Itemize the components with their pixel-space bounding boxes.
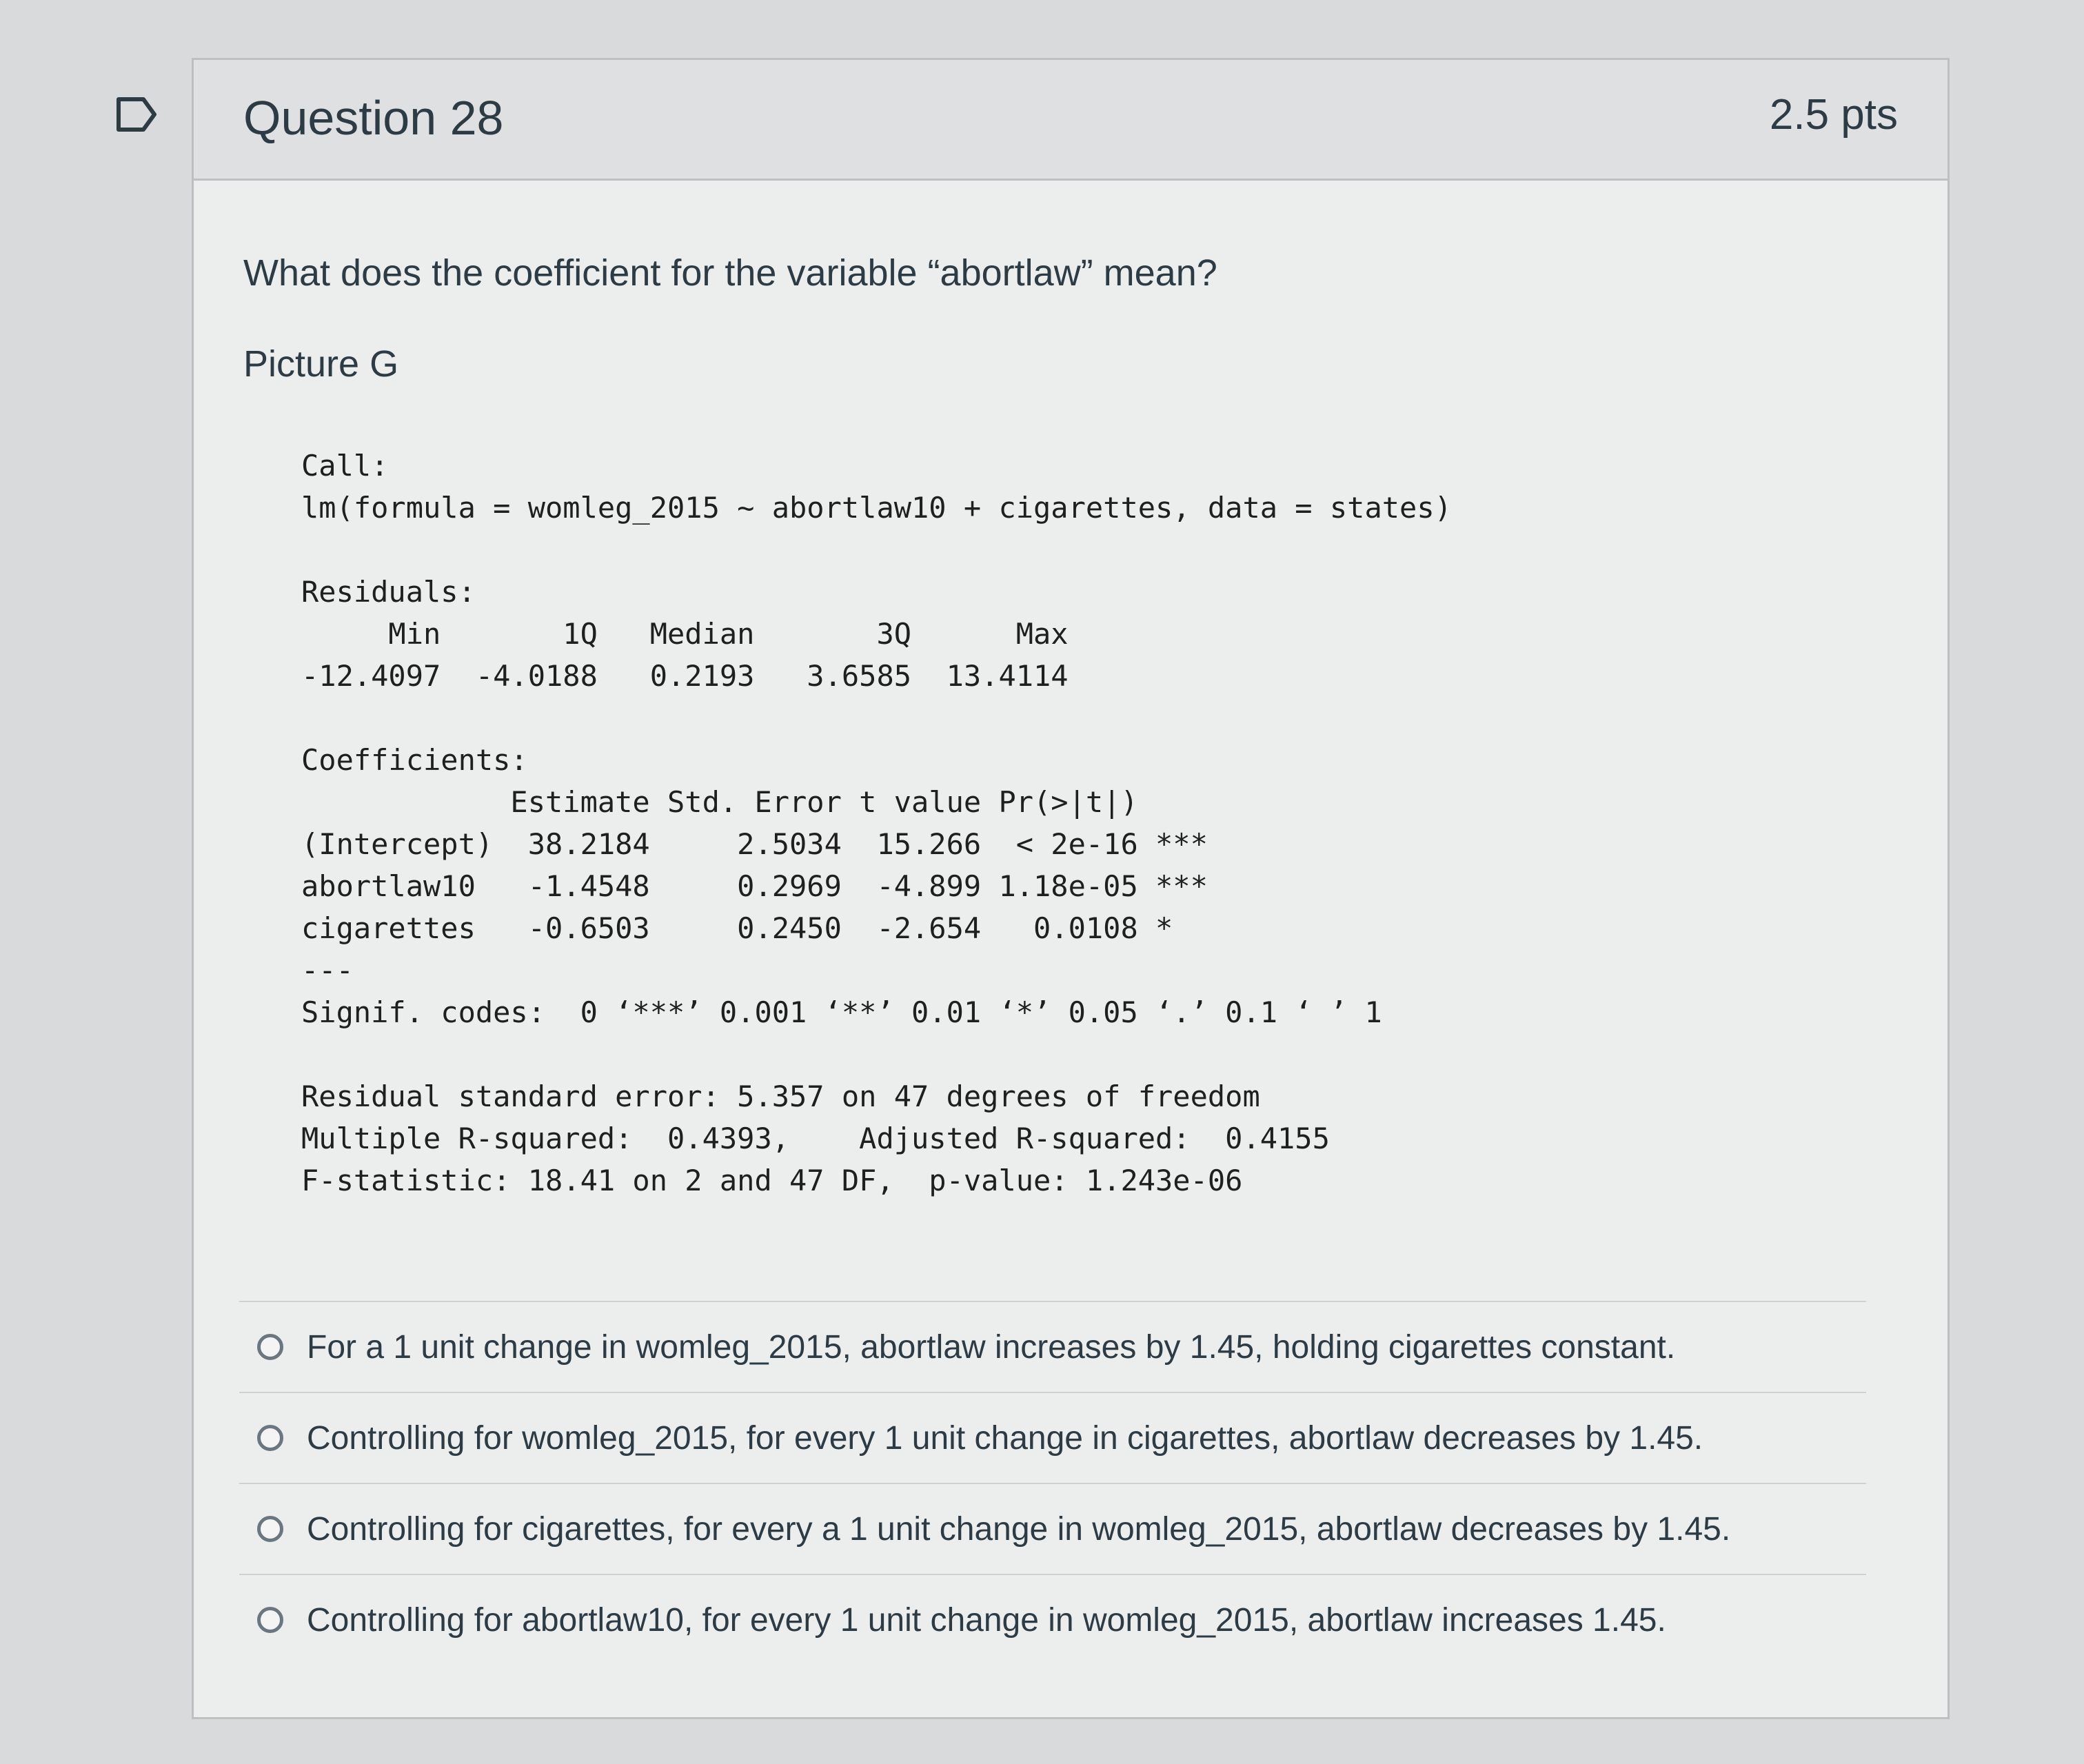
picture-label: Picture G — [243, 343, 399, 385]
output-line: Signif. codes: 0 ‘***’ 0.001 ‘**’ 0.01 ‘*’ 0.05 ‘.’ 0.1 ‘ ’ 1 — [301, 995, 1382, 1029]
output-line: Multiple R-squared: 0.4393, Adjusted R-squared: 0.4155 — [301, 1122, 1330, 1155]
output-blank-line — [301, 529, 1452, 571]
radio-button[interactable] — [257, 1516, 283, 1542]
answer-label[interactable]: Controlling for womleg_2015, for every 1 unit change in cigarettes, abortlaw decreases by 1.45. — [307, 1419, 1703, 1457]
answer-label[interactable]: For a 1 unit change in womleg_2015, abortlaw increases by 1.45, holding cigarettes constant. — [307, 1328, 1676, 1366]
answer-option[interactable] — [239, 1301, 1866, 1392]
answer-option[interactable] — [239, 1574, 1866, 1665]
output-line: -12.4097 -4.0188 0.2193 3.6585 13.4114 — [301, 659, 1069, 693]
radio-button[interactable] — [257, 1607, 283, 1633]
answer-label[interactable]: Controlling for abortlaw10, for every 1 unit change in womleg_2015, abortlaw increases 1.45. — [307, 1601, 1666, 1639]
radio-button[interactable] — [257, 1334, 283, 1360]
answer-label[interactable]: Controlling for cigarettes, for every a 1 unit change in womleg_2015, abortlaw decreases by 1.45. — [307, 1510, 1731, 1548]
output-blank-line — [301, 697, 1452, 739]
output-blank-line — [301, 1033, 1452, 1075]
question-card — [192, 58, 1950, 1719]
output-line: --- — [301, 953, 354, 987]
output-line: Call: — [301, 449, 389, 483]
answer-option[interactable] — [239, 1392, 1866, 1483]
question-points: 2.5 pts — [1769, 91, 1898, 139]
output-line: Coefficients: — [301, 743, 528, 777]
flag-question-icon[interactable] — [116, 97, 157, 132]
output-line: cigarettes -0.6503 0.2450 -2.654 0.0108 * — [301, 911, 1173, 945]
question-header — [194, 60, 1948, 181]
output-line: F-statistic: 18.41 on 2 and 47 DF, p-value: 1.243e-06 — [301, 1164, 1243, 1197]
answer-list — [239, 1301, 1866, 1665]
output-line: Estimate Std. Error t value Pr(>|t|) — [301, 785, 1138, 819]
output-line: (Intercept) 38.2184 2.5034 15.266 < 2e-16 *** — [301, 827, 1208, 861]
output-line: Min 1Q Median 3Q Max — [301, 617, 1069, 651]
question-title: Question 28 — [243, 91, 504, 145]
question-prompt: What does the coefficient for the variable “abortlaw” mean? — [243, 252, 1217, 294]
output-line: abortlaw10 -1.4548 0.2969 -4.899 1.18e-05 *** — [301, 869, 1208, 903]
output-line: Residual standard error: 5.357 on 47 degrees of freedom — [301, 1079, 1260, 1113]
output-line: lm(formula = womleg_2015 ~ abortlaw10 + cigarettes, data = states) — [301, 491, 1452, 525]
output-line: Residuals: — [301, 575, 476, 609]
answer-option[interactable] — [239, 1483, 1866, 1574]
radio-button[interactable] — [257, 1425, 283, 1451]
regression-output — [301, 445, 1452, 1202]
